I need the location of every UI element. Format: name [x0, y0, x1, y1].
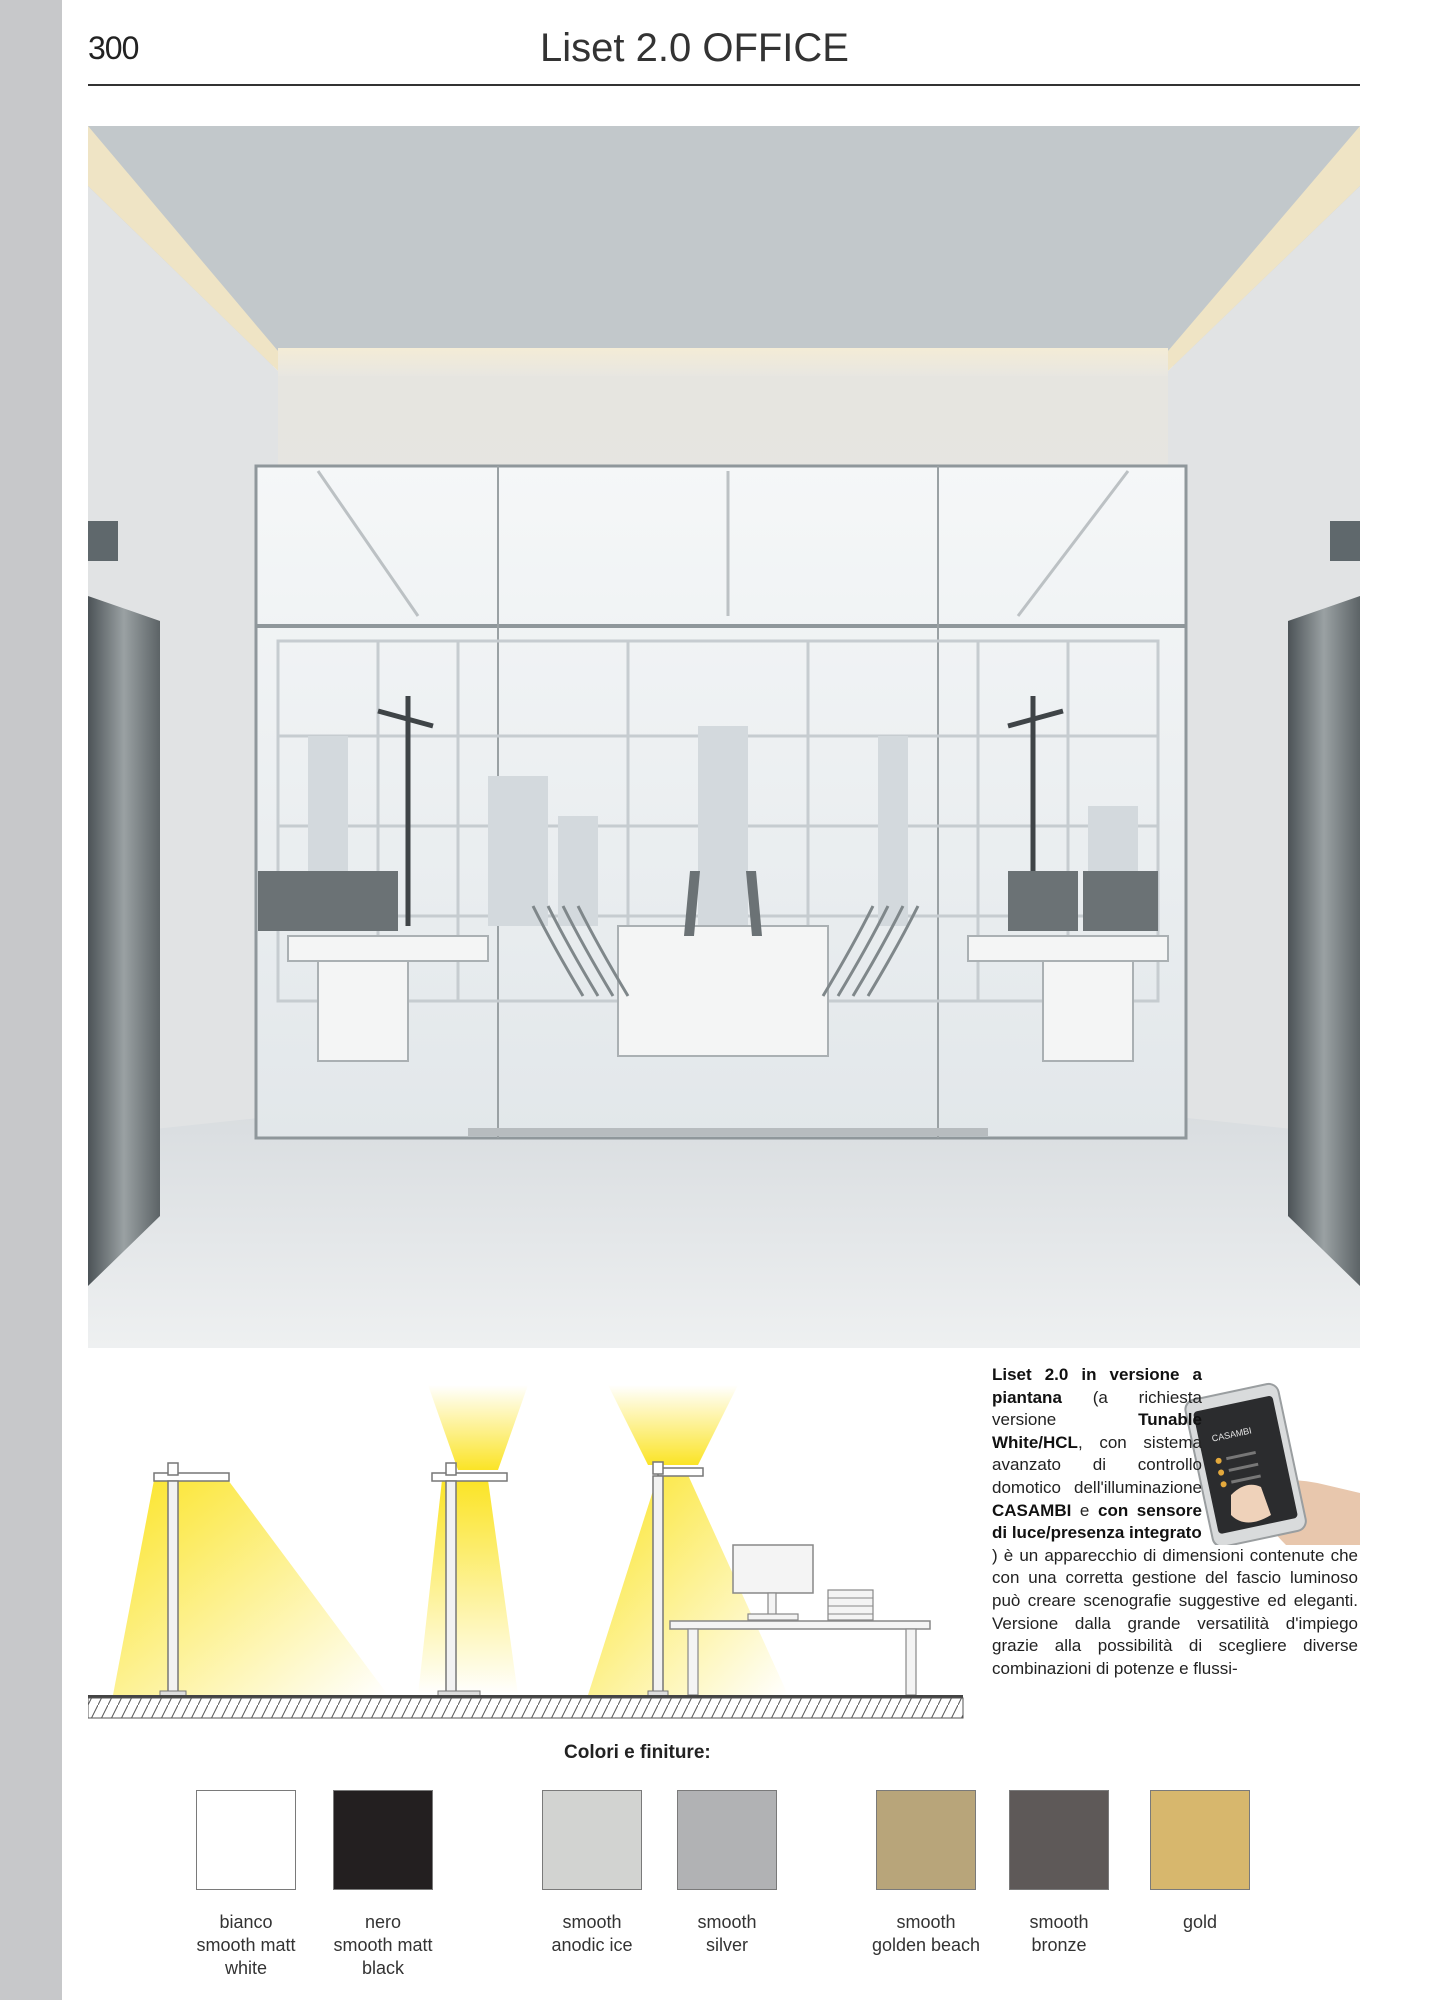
desc-bold-sensor: con sensore di luce/presenza integrato [992, 1500, 1202, 1543]
swatch-label-line: bronze [1031, 1935, 1087, 1955]
lamp-usage-illustration [88, 1385, 968, 1730]
swatch-label [851, 1911, 1001, 1957]
swatch-gold [1150, 1790, 1250, 1890]
swatch-label-line: smooth [896, 1912, 956, 1932]
description-wrapped-part [992, 1364, 1202, 1545]
swatch-nero [333, 1790, 433, 1890]
swatch-label-line: gold [1182, 1912, 1218, 1932]
swatch-label-line: white [224, 1958, 268, 1978]
swatch-label-line: anodic ice [551, 1935, 633, 1955]
desc-text-2: , con sistema avanzato di controllo domotico dell'illuminazione [992, 1432, 1202, 1497]
swatch-label [984, 1911, 1134, 1957]
swatch-bianco [196, 1790, 296, 1890]
page-number: 300 [88, 30, 139, 66]
swatch-label-line: black [361, 1958, 405, 1978]
desc-bold-casambi: CASAMBI [992, 1500, 1072, 1520]
page-title: Liset 2.0 OFFICE [540, 26, 849, 70]
swatch-silver [677, 1790, 777, 1890]
finishes-heading: Colori e finiture: [564, 1742, 711, 1763]
desc-bold-intro: Liset 2.0 in versione a piantana [992, 1365, 1202, 1407]
swatch-label-line: smooth matt [196, 1935, 296, 1955]
swatch-label [652, 1911, 802, 1957]
desc-text-3: e [1071, 1500, 1098, 1520]
swatch-label-line: smooth matt [333, 1935, 433, 1955]
swatch-label-line: bianco [219, 1912, 273, 1932]
swatch-label-line: smooth [697, 1912, 757, 1932]
swatch-label-line: smooth [1029, 1912, 1089, 1932]
swatch-label-line: smooth [562, 1912, 622, 1932]
office-photo [88, 126, 1360, 1348]
swatch-golden-beach [876, 1790, 976, 1890]
header-divider [88, 84, 1360, 86]
desc-text-1: (a richiesta versione [992, 1387, 1202, 1430]
desc-text-4: ) è un apparecchio di dimensioni contenute che con una corretta gestione del fascio luminoso può creare scenografie suggestive ed eleganti. Versione dalla grande versatilità d'impiego grazie alla possibilità di scegliere diverse combinazioni di potenze e flussi- [992, 1545, 1358, 1678]
swatch-label [308, 1911, 458, 1980]
swatch-label [517, 1911, 667, 1957]
left-margin-band [0, 0, 62, 2000]
swatch-bronze [1009, 1790, 1109, 1890]
swatch-label-line: golden beach [871, 1935, 981, 1955]
swatch-anodic-ice [542, 1790, 642, 1890]
desc-bold-tunable: Tunable White/HCL [992, 1410, 1202, 1452]
swatch-label-line: silver [705, 1935, 748, 1955]
swatch-label [171, 1911, 321, 1980]
phone-brand: CASAMBI [1210, 1425, 1253, 1444]
swatch-label [1125, 1911, 1275, 1934]
swatch-label-line: nero [364, 1912, 402, 1932]
product-description [992, 1364, 1358, 1680]
